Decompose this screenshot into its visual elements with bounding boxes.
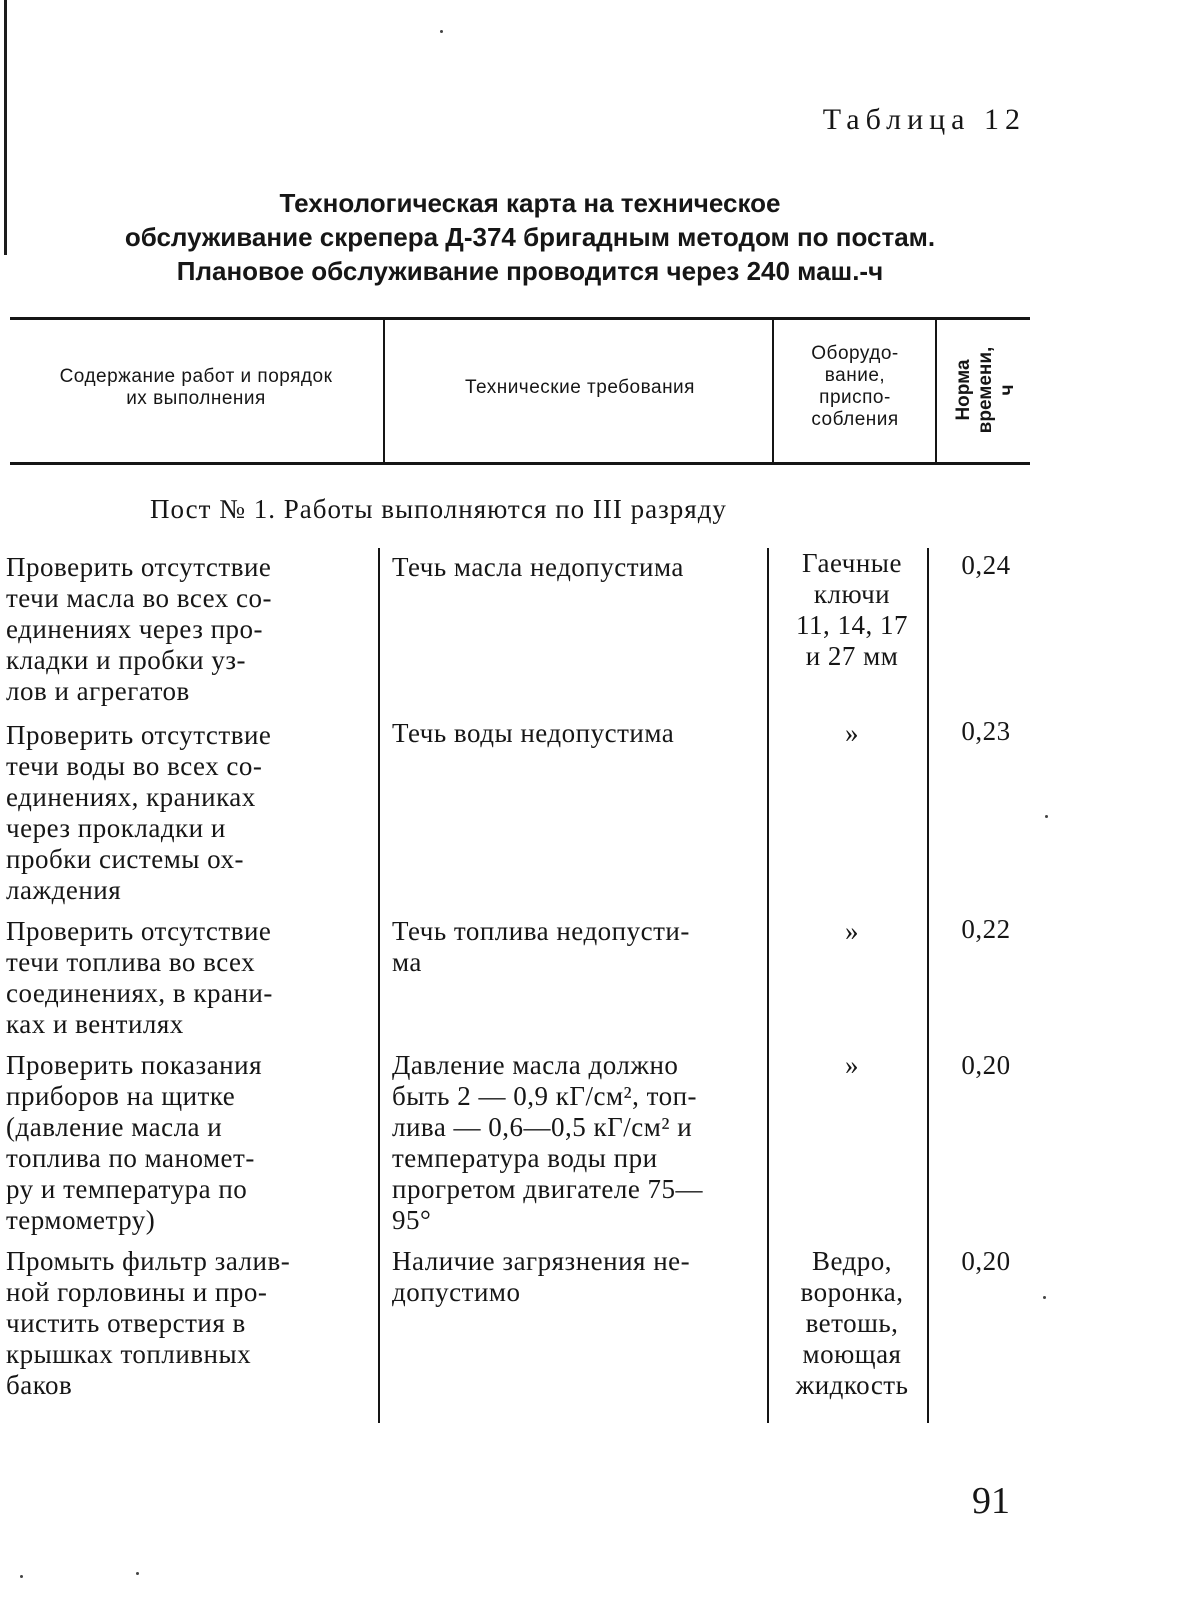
- table-label: Таблица 12: [822, 103, 1026, 136]
- body-divider-2: [767, 548, 769, 1423]
- row-5-equipment: Ведро, воронка, ветошь, моющая жидкость: [795, 1246, 909, 1400]
- row-1-work: Проверить отсутствие течи масла во всех со- единениях через про- кладки и пробки уз- лов и агрегатов: [6, 552, 273, 706]
- row-4-requirements: Давление масла должно быть 2 — 0,9 кГ/см², топ- лива — 0,6—0,5 кГ/см² и температура воды при прогретом двигателе 75— 95°: [392, 1050, 704, 1235]
- row-4-norm: 0,20: [961, 1050, 1011, 1080]
- row-3-work: Проверить отсутствие течи топлива во всех соединениях, в крани- ках и вентилях: [6, 916, 273, 1039]
- header-top-rule: [10, 317, 1030, 320]
- header-col-norm-label: Норма времени, ч: [953, 346, 1018, 434]
- document-title: [40, 186, 1020, 288]
- row-5-norm: 0,20: [961, 1246, 1011, 1276]
- header-col-equipment: Оборудо- вание, приспо- собления: [811, 343, 899, 430]
- page-number: 91: [972, 1480, 1010, 1522]
- title-line-2: обслуживание скрепера Д-374 бригадным методом по постам.: [124, 222, 936, 252]
- row-3-norm: 0,22: [961, 914, 1011, 944]
- body-divider-1: [378, 548, 380, 1423]
- row-1-equipment: Гаечные ключи 11, 14, 17 и 27 мм: [796, 548, 908, 671]
- row-4-work: Проверить показания приборов на щитке (давление масла и топлива по маномет- ру и температура по термометру): [6, 1050, 262, 1235]
- row-2-work: Проверить отсутствие течи воды во всех со- единениях, краниках через прокладки и пробки системы ох- лаждения: [6, 720, 272, 905]
- binding-edge-line: [4, 0, 7, 255]
- row-2-requirements: Течь воды недопустима: [392, 718, 675, 748]
- title-line-3: Плановое обслуживание проводится через 240 маш.-ч: [176, 256, 884, 286]
- row-1-norm: 0,24: [961, 550, 1011, 580]
- post-heading: Пост № 1. Работы выполняются по III разряду: [150, 494, 727, 524]
- scan-speck: [1043, 1296, 1046, 1299]
- row-3-requirements: Течь топлива недопусти- ма: [392, 916, 690, 977]
- header-bottom-rule: [10, 462, 1030, 465]
- row-5-work: Промыть фильтр залив- ной горловины и про- чистить отверстия в крышках топливных баков: [6, 1246, 291, 1400]
- row-5-requirements: Наличие загрязнения не- допустимо: [392, 1246, 691, 1307]
- header-col-work: Содержание работ и порядок их выполнения: [59, 366, 333, 409]
- row-2-norm: 0,23: [961, 716, 1011, 746]
- body-divider-3: [927, 548, 929, 1423]
- header-col-norm: [936, 331, 1036, 449]
- scan-speck: [440, 30, 443, 33]
- row-2-equipment: »: [845, 718, 859, 748]
- row-1-requirements: Течь масла недопустима: [392, 552, 684, 582]
- header-divider-2: [772, 318, 774, 462]
- header-divider-1: [383, 318, 385, 462]
- title-line-1: Технологическая карта на техническое: [279, 188, 781, 218]
- scan-speck: [20, 1575, 23, 1578]
- row-4-equipment: »: [845, 1050, 859, 1080]
- row-3-equipment: »: [845, 916, 859, 946]
- header-col-requirements: Технические требования: [465, 377, 695, 398]
- scan-speck: [136, 1572, 139, 1575]
- scan-speck: [1045, 815, 1048, 818]
